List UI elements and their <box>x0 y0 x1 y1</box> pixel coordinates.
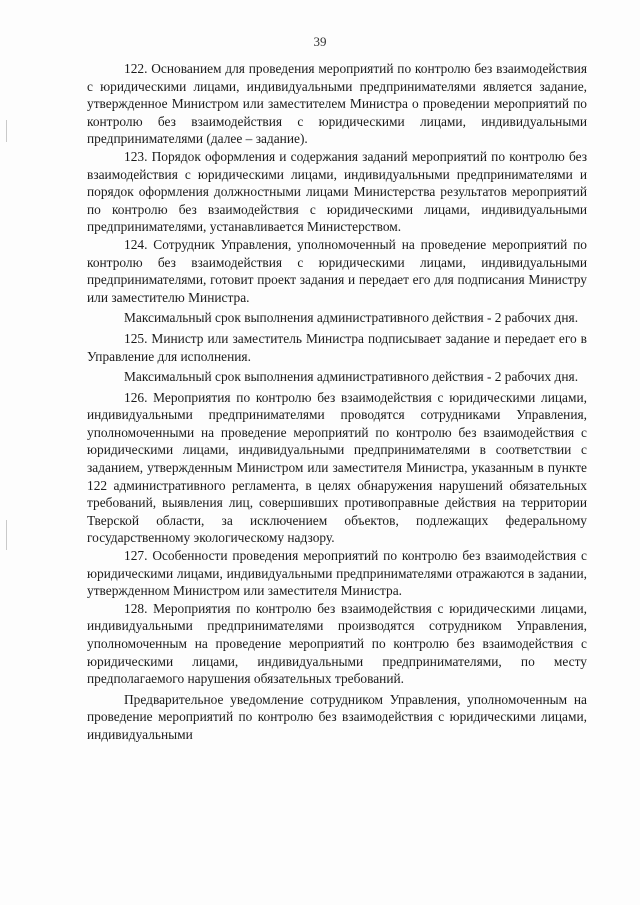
paragraph-124: 124. Сотрудник Управления, уполномоченный на проведение мероприятий по контролю без взаимодействия с юридическими лицами, индивидуальными предпринимателями, готовит проект задания и передает его для подписания Министру или заместителю Министра. <box>87 236 587 305</box>
paragraph-122: 122. Основанием для проведения мероприятий по контролю без взаимодействия с юридическими лицами, индивидуальными предпринимателями является задание, утвержденное Министром или заместителем Министра о проведении мероприятий по контролю без взаимодействия с юридическими лицами, индивидуальными предпринимателями (далее – задание). <box>87 61 587 147</box>
scan-edge-mark <box>6 520 7 550</box>
page-number: 39 <box>313 34 327 49</box>
paragraph-notice: Предварительное уведомление сотрудником Управления, уполномоченным на проведение мероприятий по контролю без взаимодействия с юридическими лицами, индивидуальными <box>87 691 587 742</box>
paragraph-126: 126. Мероприятия по контролю без взаимодействия с юридическими лицами, индивидуальными предпринимателями проводятся сотрудниками Управления, уполномоченными на проведение мероприятий по контролю без взаимодействия с юридическими лицами, индивидуальными предпринимателями в соответствии с заданием, утвержденным Министром или заместителя Министра, указанным в пункте 122 административного регламента, в целях обнаружения нарушений обязательных требований, выявления лиц, совершивших противоправные действия на территории Тверской области, за исключением объектов, подлежащих федеральному государственному экологическому надзору. <box>87 389 587 546</box>
paragraph-125: 125. Министр или заместитель Министра подписывает задание и передает его в Управление для исполнения. <box>87 330 587 364</box>
paragraph-127: 127. Особенности проведения мероприятий по контролю без взаимодействия с юридическими лицами, индивидуальными предпринимателями отражаются в задании, утвержденном Министром или заместителя Министра. <box>87 548 587 599</box>
paragraph-128: 128. Мероприятия по контролю без взаимодействия с юридическими лицами, индивидуальными предпринимателями производятся сотрудником Управления, уполномоченным на проведение мероприятий по контролю без взаимодействия с юридическими лицами, индивидуальными предпринимателями, по месту предполагаемого нарушения обязательных требований. <box>87 600 587 687</box>
paragraph-deadline: Максимальный срок выполнения административного действия - 2 рабочих дня. <box>124 369 579 385</box>
scan-edge-mark <box>6 120 7 142</box>
paragraph-deadline: Максимальный срок выполнения административного действия - 2 рабочих дня. <box>124 310 579 326</box>
document-body <box>87 60 587 744</box>
paragraph-123: 123. Порядок оформления и содержания заданий мероприятий по контролю без взаимодействия с юридическими лицами, индивидуальными предпринимателями и порядок оформления должностными лицами Министерства результатов мероприятий по контролю без взаимодействия с юридическими лицами, индивидуальными предпринимателями, устанавливается Министерством. <box>87 148 587 235</box>
